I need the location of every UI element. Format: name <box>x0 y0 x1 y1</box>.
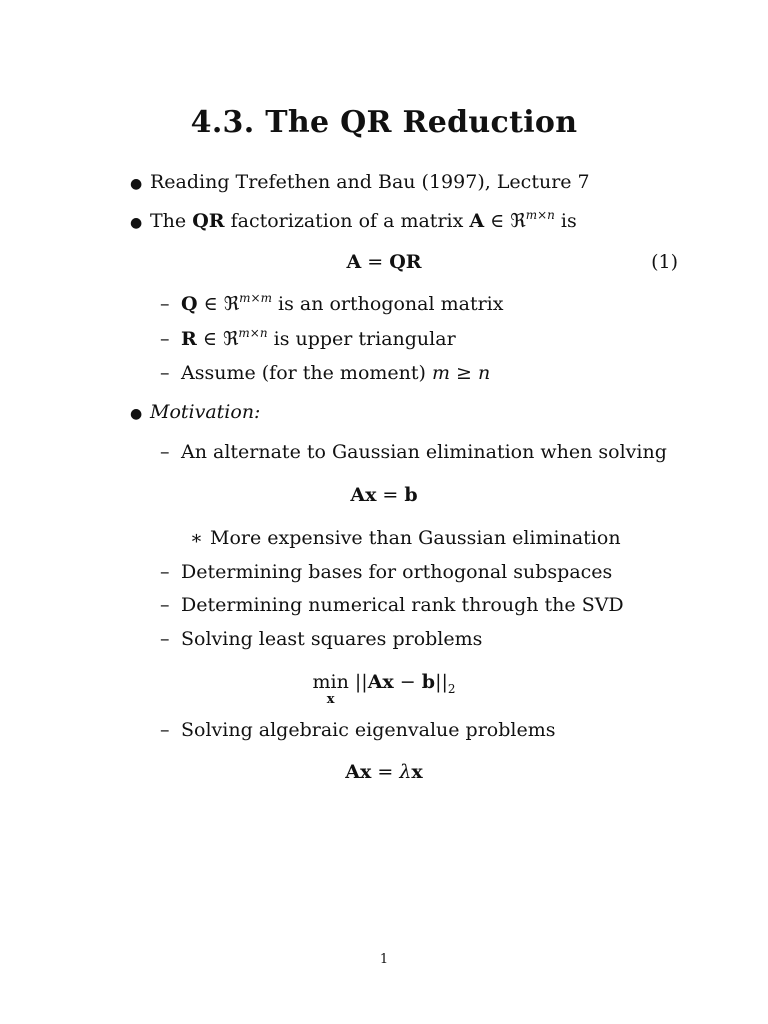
norm-ax: Ax <box>367 671 394 693</box>
reading-item: Reading Trefethen and Bau (1997), Lecture 7 <box>150 171 590 193</box>
eigen-item: Solving algebraic eigenvalue problems <box>181 719 556 741</box>
page-title: 4.3. The QR Reduction <box>190 105 578 140</box>
dimension-superscript: m×n <box>238 326 268 340</box>
n-symbol: n <box>478 362 491 384</box>
qr-symbol: QR <box>192 210 225 232</box>
motivation-heading <box>150 400 260 424</box>
qr-intro-after: is <box>554 210 577 232</box>
eig-ax: Ax <box>345 761 372 783</box>
r-item-text: is upper triangular <box>267 328 456 350</box>
norm-close: || <box>435 671 448 693</box>
dash-marker: – <box>160 362 170 384</box>
axb-a: A <box>350 484 366 506</box>
eq1-lhs: A <box>346 251 362 273</box>
eq1-equals: = <box>361 251 390 273</box>
dimension-superscript: m×m <box>239 291 272 305</box>
dash-marker: – <box>160 719 170 741</box>
qr-intro-item <box>150 209 577 233</box>
dash-marker: – <box>160 561 170 583</box>
norm-minus: − <box>393 671 422 693</box>
equation-eigen <box>0 760 768 784</box>
equation-number: (1) <box>651 251 678 273</box>
q-symbol: Q <box>181 293 198 315</box>
eig-equals: = <box>371 761 400 783</box>
bullet-dot: ● <box>130 215 143 231</box>
eq1-rhs: QR <box>389 251 422 273</box>
norm-b: b <box>421 671 436 693</box>
least-squares-item: Solving least squares problems <box>181 628 483 650</box>
norm-open: || <box>354 671 368 693</box>
dash-marker: – <box>160 594 170 616</box>
geq-symbol: ≥ <box>450 362 478 384</box>
element-of-real: ∈ ℜ <box>196 328 239 350</box>
assume-item <box>181 361 490 385</box>
qr-intro-mid: factorization of a matrix <box>224 210 470 232</box>
bases-item: Determining bases for orthogonal subspaces <box>181 561 613 583</box>
equation-min-norm <box>0 670 768 707</box>
matrix-a-symbol: A <box>469 210 485 232</box>
equation-axb <box>0 483 768 507</box>
norm-subscript: 2 <box>447 681 456 696</box>
dash-marker: – <box>160 328 170 350</box>
r-symbol: R <box>181 328 197 350</box>
rank-item: Determining numerical rank through the SVD <box>181 594 624 616</box>
qr-intro-before: The <box>150 210 193 232</box>
dash-marker: – <box>160 293 170 315</box>
r-item <box>181 327 456 351</box>
eig-lambda: λ <box>399 761 412 783</box>
min-text: min <box>312 671 349 693</box>
min-operator <box>312 670 349 707</box>
page-number: 1 <box>379 952 389 967</box>
dash-marker: – <box>160 441 170 463</box>
dash-marker: – <box>160 628 170 650</box>
assume-text: Assume (for the moment) <box>181 362 432 384</box>
more-expensive-item: More expensive than Gaussian elimination <box>210 527 621 549</box>
bullet-dot: ● <box>130 406 143 422</box>
eig-x: x <box>411 761 423 783</box>
min-subscript: x <box>326 692 335 707</box>
element-of-real: ∈ ℜ <box>197 293 240 315</box>
q-item <box>181 292 503 316</box>
q-item-text: is an orthogonal matrix <box>271 293 504 315</box>
alt-gauss-item: An alternate to Gaussian elimination when solving <box>181 441 667 463</box>
element-of-real: ∈ ℜ <box>484 210 526 232</box>
dimension-superscript: m×n <box>525 208 555 222</box>
axb-x: x <box>365 484 377 506</box>
axb-b: b <box>404 484 418 506</box>
motivation-label: Motivation: <box>150 401 261 423</box>
bullet-dot: ● <box>130 176 143 192</box>
axb-equals: = <box>376 484 405 506</box>
star-marker: ∗ <box>190 527 203 549</box>
m-symbol: m <box>431 362 450 384</box>
